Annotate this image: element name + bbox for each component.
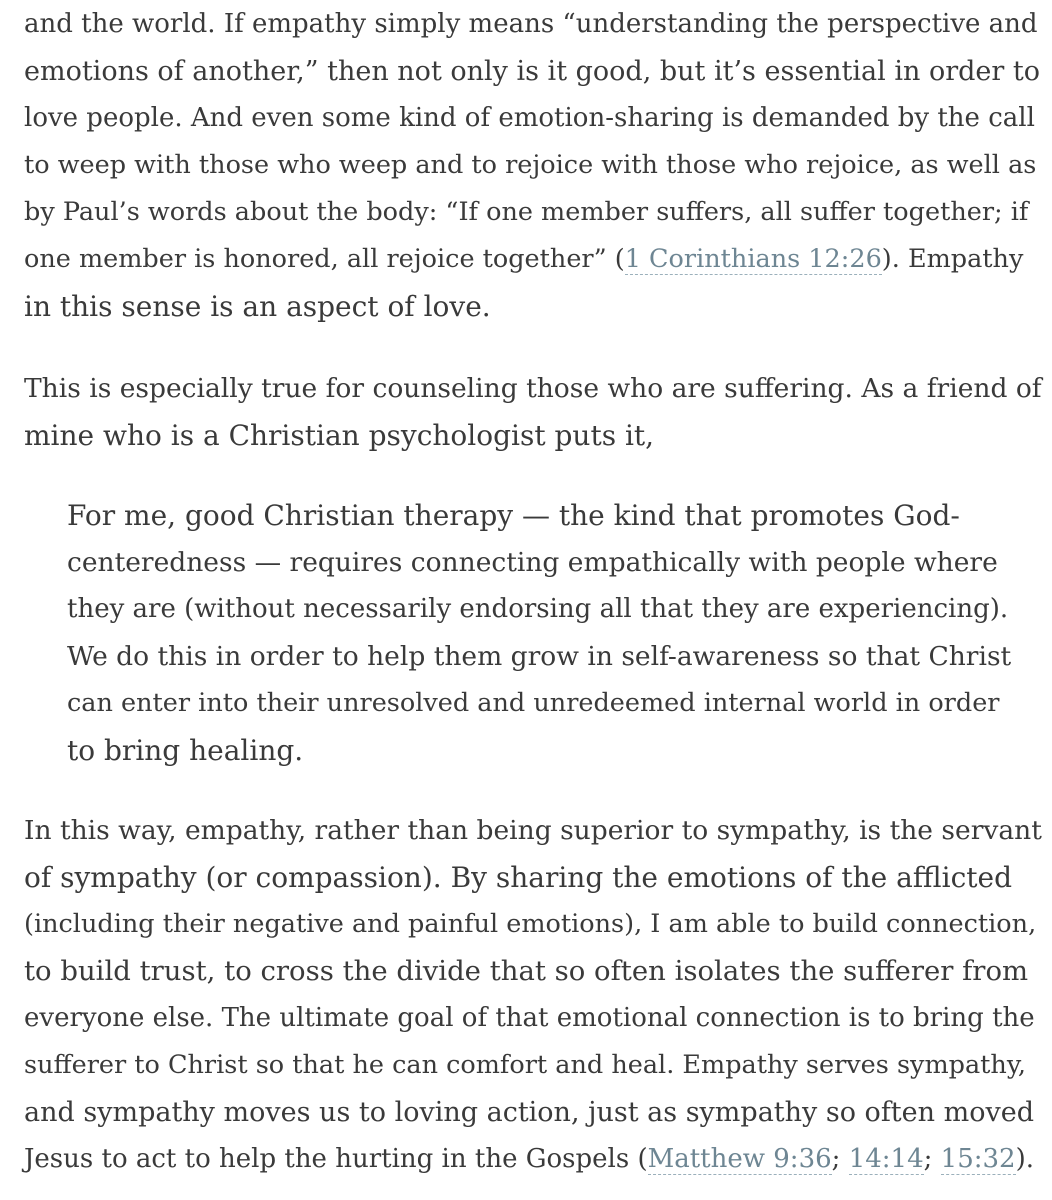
quote-line: they are (without necessarily endorsing all that they are experiencing). xyxy=(67,594,1009,624)
paragraph-line: everyone else. The ultimate goal of that emotional connection is to bring the xyxy=(24,1003,1035,1033)
paragraph-line: mine who is a Christian psychologist puts it, xyxy=(24,419,655,452)
scripture-link-matthew-14-14[interactable]: 14:14 xyxy=(848,1144,924,1174)
quote-line: For me, good Christian therapy — the kind that promotes God- xyxy=(67,499,960,532)
paragraph-line: (including their negative and painful emotions), I am able to build connection, xyxy=(24,909,1037,939)
paragraph-line: of sympathy (or compassion). By sharing the emotions of the afflicted xyxy=(24,861,1013,894)
paragraph-counseling xyxy=(24,365,1042,459)
paragraph-empathy-definition xyxy=(24,1,1042,330)
paragraph-line: to build trust, to cross the divide that so often isolates the sufferer from xyxy=(24,955,1029,987)
paragraph-text: ). xyxy=(1015,1144,1035,1174)
paragraph-text: Jesus to act to help the hurting in the Gospels ( xyxy=(24,1144,648,1174)
quote-line: to bring healing. xyxy=(67,734,304,767)
quote-line: can enter into their unresolved and unredeemed internal world in order xyxy=(67,688,1000,718)
paragraph-line: in this sense is an aspect of love. xyxy=(24,290,491,323)
blockquote-psychologist xyxy=(67,492,1012,774)
paragraph-line: sufferer to Christ so that he can comfort and heal. Empathy serves sympathy, xyxy=(24,1050,1026,1080)
paragraph-line: emotions of another,” then not only is it good, but it’s essential in order to xyxy=(24,56,1040,87)
paragraph-line: to weep with those who weep and to rejoice with those who rejoice, as well as xyxy=(24,150,1037,180)
paragraph-line: by Paul’s words about the body: “If one member suffers, all suffer together; if xyxy=(24,197,1029,227)
quote-line: We do this in order to help them grow in self-awareness so that Christ xyxy=(67,641,1012,672)
paragraph-line xyxy=(24,236,1042,283)
paragraph-line: In this way, empathy, rather than being superior to sympathy, is the servant xyxy=(24,815,1042,846)
quote-line: centeredness — requires connecting empathically with people where xyxy=(67,547,998,578)
paragraph-text: ). Empathy xyxy=(881,244,1024,274)
separator: ; xyxy=(923,1144,941,1174)
paragraph-line: This is especially true for counseling those who are suffering. As a friend of xyxy=(24,373,1042,404)
paragraph-text: one member is honored, all rejoice together” ( xyxy=(24,244,625,274)
scripture-link-matthew-15-32[interactable]: 15:32 xyxy=(940,1144,1016,1174)
separator: ; xyxy=(831,1144,849,1174)
paragraph-line xyxy=(24,1136,1042,1183)
scripture-link-matthew-9-36[interactable]: Matthew 9:36 xyxy=(647,1144,832,1174)
scripture-link-1-corinthians-12-26[interactable]: 1 Corinthians 12:26 xyxy=(624,244,882,274)
paragraph-line: love people. And even some kind of emotion-sharing is demanded by the call xyxy=(24,103,1035,133)
paragraph-empathy-serves-sympathy xyxy=(24,807,1042,1183)
paragraph-line: and sympathy moves us to loving action, just as sympathy so often moved xyxy=(24,1097,1034,1128)
paragraph-line: and the world. If empathy simply means “understanding the perspective and xyxy=(24,9,1038,39)
